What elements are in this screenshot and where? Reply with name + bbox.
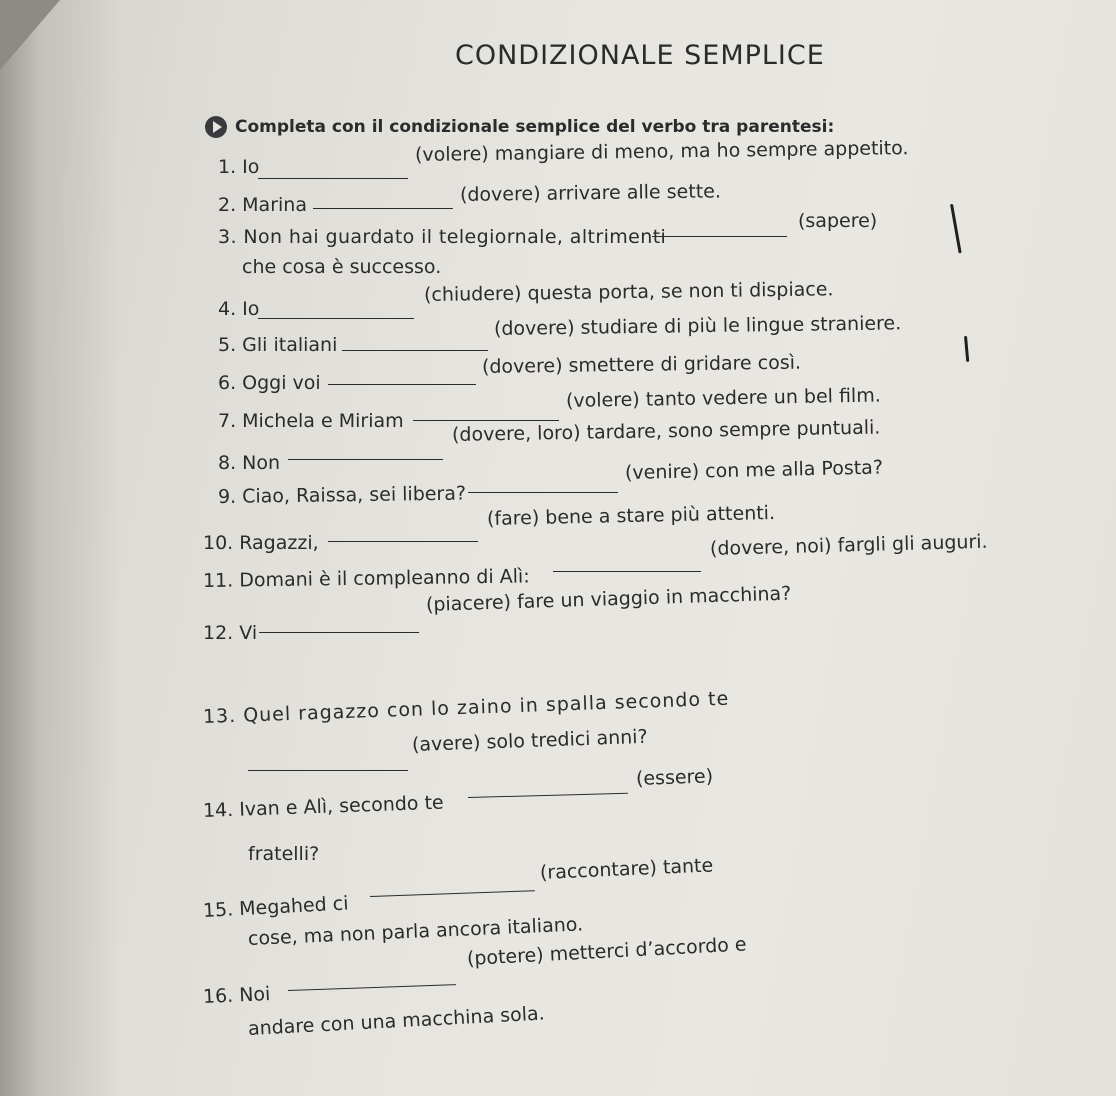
item-2-after: (dovere) arrivare alle sette. — [459, 180, 722, 206]
item-16-before: 16. Noi — [202, 983, 271, 1008]
item-4-before: 4. Io — [218, 298, 260, 320]
item-3-after: (sapere) — [798, 210, 878, 232]
item-14-continuation: fratelli? — [248, 843, 320, 865]
page-corner — [0, 0, 60, 70]
audio-play-icon — [205, 116, 227, 138]
item-6-blank[interactable] — [328, 384, 476, 385]
item-14-after: (essere) — [635, 765, 714, 790]
item-8-after: (dovere, loro) tardare, sono sempre puntuali. — [451, 416, 881, 446]
item-1-blank[interactable] — [258, 178, 408, 179]
page-fold-shadow — [0, 0, 120, 1096]
item-7-blank[interactable] — [413, 420, 559, 421]
item-12-after: (piacere) fare un viaggio in macchina? — [425, 582, 792, 616]
instruction-text: Completa con il condizionale semplice del verbo tra parentesi: — [235, 117, 835, 137]
item-12-before: 12. Vi — [203, 622, 258, 644]
item-14-blank[interactable] — [468, 793, 628, 798]
item-11-blank[interactable] — [553, 571, 701, 572]
item-7-after: (volere) tanto vedere un bel film. — [565, 384, 881, 412]
item-3-before: 3. Non hai guardato il telegiornale, altrimenti — [218, 226, 667, 248]
item-3-blank[interactable] — [652, 236, 787, 237]
item-13-after: (avere) solo tredici anni? — [411, 725, 648, 756]
item-5-after: (dovere) studiare di più le lingue straniere. — [493, 312, 902, 340]
item-9-after: (venire) con me alla Posta? — [624, 456, 884, 484]
item-1-before: 1. Io — [218, 156, 260, 178]
item-5-before: 5. Gli italiani — [218, 334, 338, 356]
exercise-instruction — [205, 116, 834, 138]
item-9-blank[interactable] — [468, 492, 618, 493]
item-4-blank[interactable] — [258, 318, 414, 319]
item-11-before: 11. Domani è il compleanno di Alì: — [202, 565, 530, 592]
item-15-blank[interactable] — [370, 890, 535, 897]
item-1-after: (volere) mangiare di meno, ma ho sempre appetito. — [414, 137, 909, 166]
item-14-before: 14. Ivan e Alì, secondo te — [202, 791, 445, 822]
item-4-after: (chiudere) questa porta, se non ti dispiace. — [423, 278, 834, 306]
item-9-before: 9. Ciao, Raissa, sei libera? — [217, 482, 467, 508]
item-2-blank[interactable] — [313, 208, 453, 209]
item-13-before: 13. Quel ragazzo con lo zaino in spalla secondo te — [202, 687, 730, 728]
item-2-before: 2. Marina — [218, 194, 307, 216]
item-6-before: 6. Oggi voi — [218, 372, 321, 394]
item-3-continuation: che cosa è successo. — [242, 256, 442, 278]
item-10-before: 10. Ragazzi, — [203, 532, 319, 554]
item-6-after: (dovere) smettere di gridare così. — [481, 351, 802, 378]
item-16-continuation: andare con una macchina sola. — [247, 1002, 546, 1040]
item-12-blank[interactable] — [259, 632, 419, 633]
item-16-after: (potere) metterci d’accordo e — [466, 933, 748, 970]
item-11-after: (dovere, noi) fargli gli auguri. — [709, 530, 988, 560]
item-8-blank[interactable] — [288, 459, 443, 460]
pen-mark — [950, 204, 962, 254]
item-15-after: (raccontare) tante — [539, 854, 714, 884]
item-7-before: 7. Michela e Miriam — [218, 410, 404, 432]
pen-mark — [964, 336, 969, 362]
item-15-before: 15. Megahed ci — [202, 892, 349, 922]
item-13-blank[interactable] — [248, 770, 408, 771]
page-title: CONDIZIONALE SEMPLICE — [455, 40, 825, 71]
item-5-blank[interactable] — [342, 350, 488, 351]
item-15-continuation: cose, ma non parla ancora italiano. — [247, 913, 584, 950]
item-10-blank[interactable] — [328, 541, 478, 542]
item-8-before: 8. Non — [218, 452, 281, 474]
item-16-blank[interactable] — [288, 984, 456, 991]
item-10-after: (fare) bene a stare più attenti. — [486, 501, 776, 530]
